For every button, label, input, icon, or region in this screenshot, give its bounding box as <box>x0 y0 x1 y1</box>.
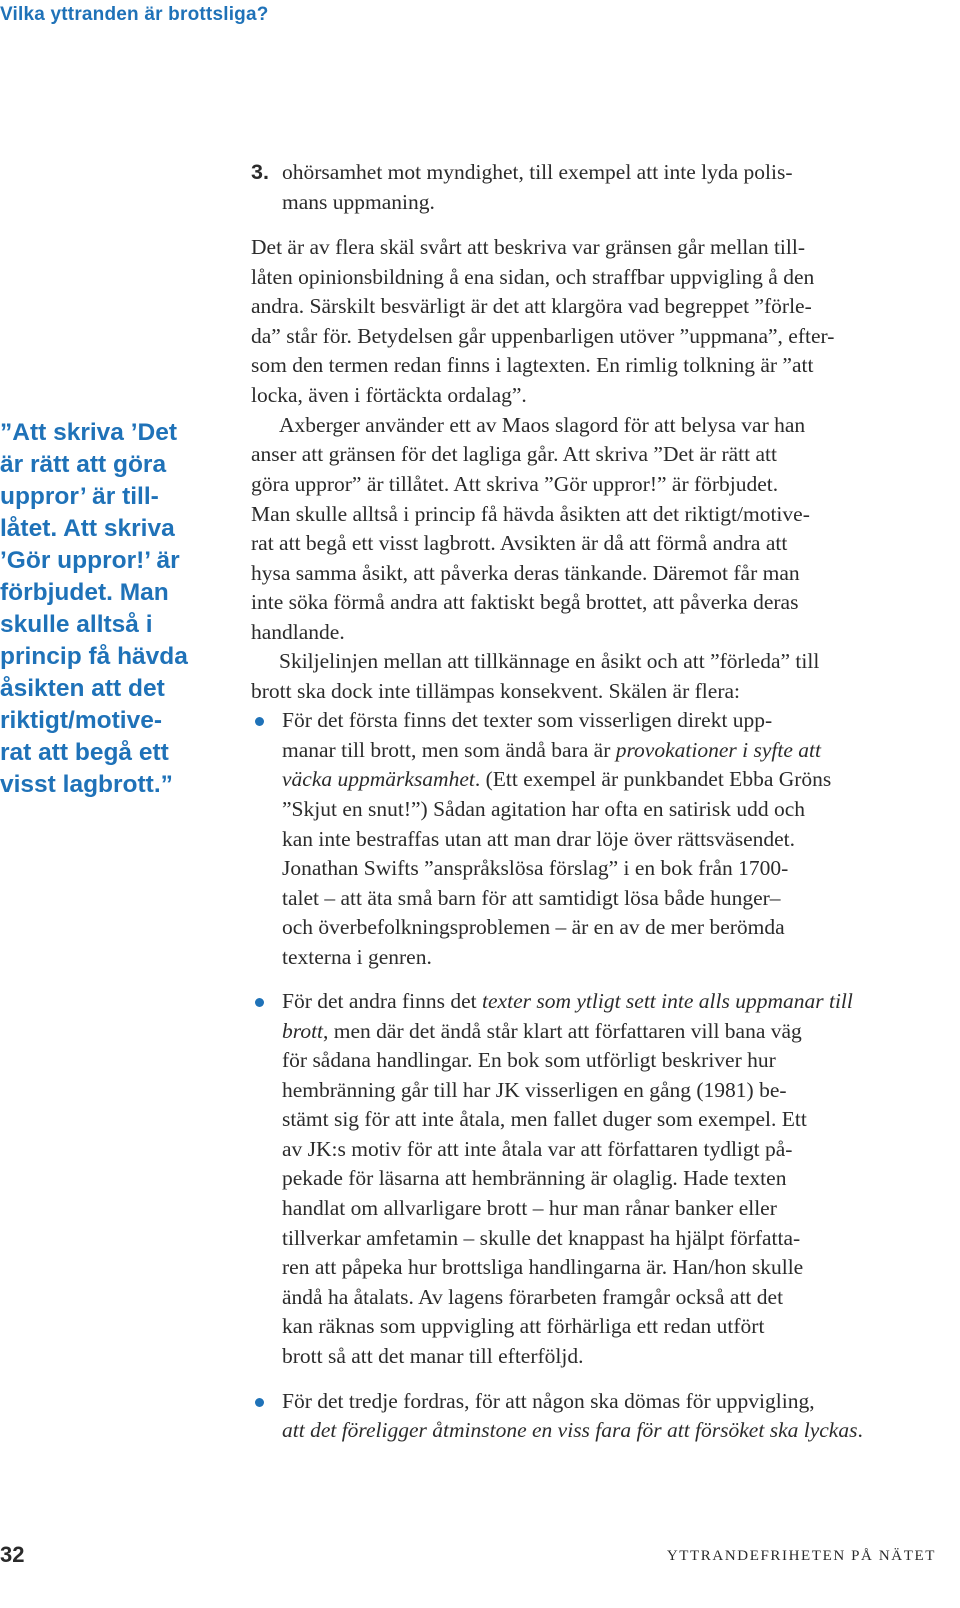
paragraph-line: andra. Särskilt besvärligt är det att klargöra vad begreppet ”förle- <box>251 294 812 318</box>
paragraph-line: locka, även i förtäckta ordalag”. <box>251 383 527 407</box>
list-number: 3. <box>251 160 269 184</box>
paragraph-line: som den termen redan finns i lagtexten. En rimlig tolkning är ”att <box>251 353 814 377</box>
paragraph-line: rat att begå ett visst lagbrott. Avsikten är då att förmå andra att <box>251 531 788 555</box>
pull-quote <box>0 417 225 801</box>
bullet-line: stämt sig för att inte åtala, men fallet duger som exempel. Ett <box>282 1107 807 1131</box>
bullet-line: kan räknas som uppvigling att förhärliga ett redan utfört <box>282 1314 765 1338</box>
paragraph-line: anser att gränsen för det lagliga går. Att skriva ”Det är rätt att <box>251 442 777 466</box>
bullet-dot <box>255 998 264 1007</box>
paragraph-line: hysa samma åsikt, att påverka deras tänkande. Däremot får man <box>251 561 800 585</box>
paragraph-line: Axberger använder ett av Maos slagord för att belysa var han <box>279 413 806 437</box>
bullet-dot <box>255 717 264 726</box>
pull-quote-line: skulle alltså i <box>0 611 153 638</box>
bullet-line: pekade för läsarna att hembränning är olaglig. Hade texten <box>282 1166 787 1190</box>
paragraph-line: inte söka förmå andra att faktiskt begå brottet, att påverka deras <box>251 590 799 614</box>
bullet-line: talet – att äta små barn för att samtidigt lösa både hunger– <box>282 886 781 910</box>
page-number: 32 <box>0 1542 25 1567</box>
paragraph-line: da” står för. Betydelsen går uppenbarligen utöver ”uppmana”, efter- <box>251 324 835 348</box>
bullet-line: och överbefolkningsproblemen – är en av de mer berömda <box>282 915 785 939</box>
bullet-line: tillverkar amfetamin – skulle det knappast ha hjälpt författa- <box>282 1226 801 1250</box>
bullet-line: för sådana handlingar. En bok som utförligt beskriver hur <box>282 1048 776 1072</box>
pull-quote-line: riktigt/motive- <box>0 707 162 734</box>
pull-quote-line: är rätt att göra <box>0 451 167 478</box>
running-footer-title: YTTRANDEFRIHETEN PÅ NÄTET <box>666 1548 936 1564</box>
paragraph-line: Skiljelinjen mellan att tillkännage en åsikt och att ”förleda” till <box>279 649 820 673</box>
bullet-line: För det andra finns det texter som ytligt sett inte alls uppmanar till <box>282 989 853 1013</box>
pull-quote-line: förbjudet. Man <box>0 579 169 606</box>
bullet-line: väcka uppmärksamhet. (Ett exempel är punkbandet Ebba Gröns <box>282 767 832 791</box>
paragraph-line: Man skulle alltså i princip få hävda åsikten att det riktigt/motive- <box>251 502 810 526</box>
bullet-line: att det föreligger åtminstone en viss fara för att försöket ska lyckas. <box>282 1418 863 1442</box>
pull-quote-line: åsikten att det <box>0 675 165 702</box>
bullet-line: För det tredje fordras, för att någon ska dömas för uppvigling, <box>282 1389 815 1413</box>
paragraph-line: göra uppror” är tillåtet. Att skriva ”Gör uppror!” är förbjudet. <box>251 472 779 496</box>
bullet-line: brott, men där det ändå står klart att författaren vill bana väg <box>282 1019 802 1043</box>
pull-quote-line: ”Att skriva ’Det <box>0 419 178 446</box>
pull-quote-line: låtet. Att skriva <box>0 515 175 542</box>
bullet-line: För det första finns det texter som visserligen direkt upp- <box>282 708 773 732</box>
pull-quote-line: princip få hävda <box>0 643 188 670</box>
bullet-line: hembränning går till har JK visserligen en gång (1981) be- <box>282 1078 787 1102</box>
paragraph-line: brott ska dock inte tillämpas konsekvent. Skälen är flera: <box>251 679 740 703</box>
item3-line: mans uppmaning. <box>282 190 435 214</box>
pull-quote-line: visst lagbrott.” <box>0 771 173 798</box>
bullet-line: av JK:s motiv för att inte åtala var att författaren tydligt på- <box>282 1137 793 1161</box>
bullet-line: ren att påpeka hur brottsliga handlingarna är. Han/hon skulle <box>282 1255 804 1279</box>
bullet-line: brott så att det manar till efterföljd. <box>282 1344 584 1368</box>
bullet-line: Jonathan Swifts ”anspråkslösa förslag” i en bok från 1700- <box>282 856 789 880</box>
bullet-line: handlat om allvarligare brott – hur man rånar banker eller <box>282 1196 777 1220</box>
bullet-dot <box>255 1398 264 1407</box>
item3-line: ohörsamhet mot myndighet, till exempel att inte lyda polis- <box>282 160 793 184</box>
paragraph-line: handlande. <box>251 620 345 644</box>
bullet-line: manar till brott, men som ändå bara är provokationer i syfte att <box>282 738 821 762</box>
bullet-line: ändå ha åtalats. Av lagens förarbeten framgår också att det <box>282 1285 784 1309</box>
pull-quote-line: ’Gör uppror!’ är <box>0 547 180 574</box>
bullet-line: kan inte bestraffas utan att man drar löje över rättsväsendet. <box>282 827 796 851</box>
pull-quote-line: uppror’ är till- <box>0 483 159 510</box>
paragraph-line: låten opinionsbildning å ena sidan, och straffbar uppvigling å den <box>251 265 815 289</box>
pull-quote-line: rat att begå ett <box>0 739 169 766</box>
bullet-line: texterna i genren. <box>282 945 432 969</box>
paragraph-line: Det är av flera skäl svårt att beskriva var gränsen går mellan till- <box>251 235 805 259</box>
bullet-line: ”Skjut en snut!”) Sådan agitation har ofta en satirisk udd och <box>282 797 806 821</box>
running-head: Vilka yttranden är brottsliga? <box>0 4 269 25</box>
